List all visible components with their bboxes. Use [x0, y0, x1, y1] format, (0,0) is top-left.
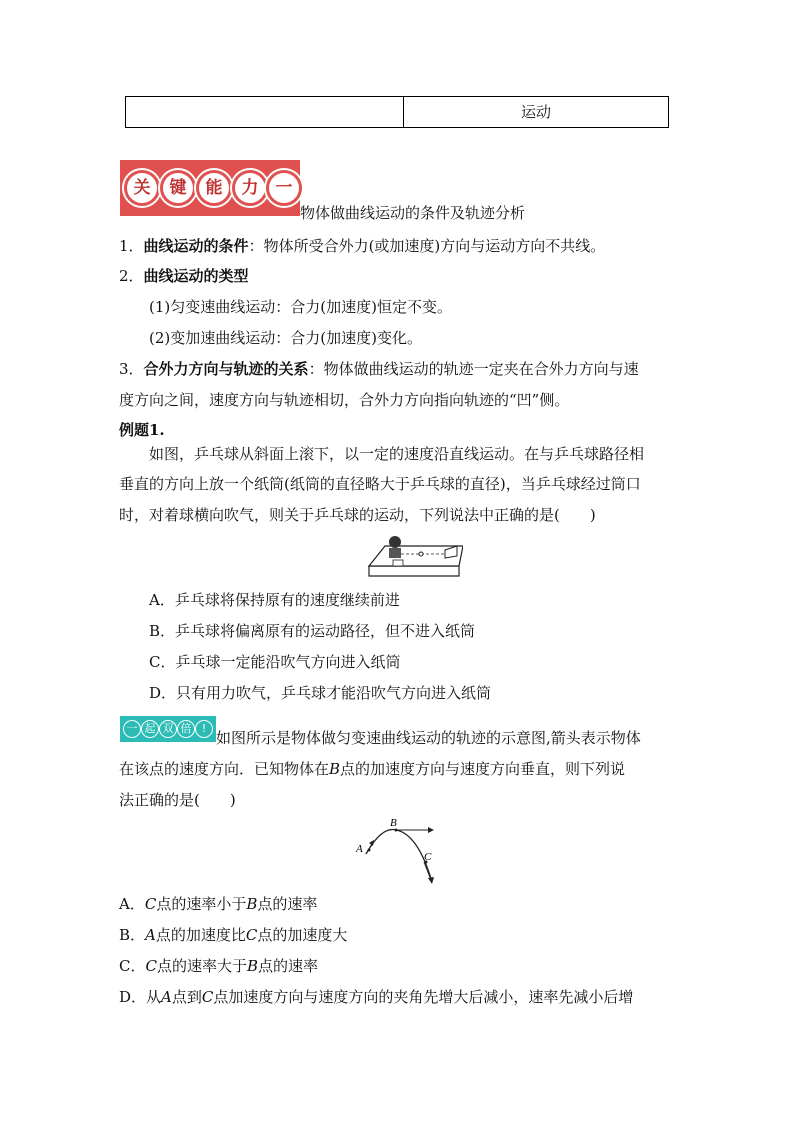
practice-stem-2b: B [329, 760, 341, 778]
badge-char: 倍 [177, 720, 195, 738]
table-cell-left [126, 97, 404, 128]
badge-char: 双 [159, 720, 177, 738]
example-1-stem-3: 时，对着球横向吹气，则关于乒乓球的运动，下列说法中正确的是( ) [119, 506, 596, 524]
practice-option-a: A．C点的速率小于B点的速率 [119, 895, 318, 913]
badge-char: 能 [196, 170, 232, 206]
practice-stem-1: 如图所示是物体做匀变速曲线运动的轨迹的示意图,箭头表示物体 [216, 729, 641, 747]
badge-char: 一 [266, 170, 302, 206]
badge-char: 起 [141, 720, 159, 738]
example-1-option-d: D．只有用力吹气，乒乓球才能沿吹气方向进入纸筒 [149, 684, 492, 702]
point-3-num: 3． [119, 360, 144, 378]
practice-stem-2 [119, 759, 625, 779]
practice-option-b: B．A点的加速度比C点的加速度大 [119, 926, 348, 944]
example-1-option-a: A．乒乓球将保持原有的速度继续前进 [149, 591, 400, 609]
example-1-option-c: C．乒乓球一定能沿吹气方向进入纸筒 [149, 653, 401, 671]
label-c: C [424, 851, 432, 863]
point-3-text: ：物体做曲线运动的轨迹一定夹在合外力方向与速 [308, 360, 639, 378]
trajectory-figure [352, 816, 442, 886]
point-2-heading: 曲线运动的类型 [143, 267, 249, 285]
point-3-text-2: 度方向之间，速度方向与轨迹相切，合外力方向指向轨迹的“凹”侧。 [119, 391, 570, 409]
table-cell-right: 运动 [404, 97, 669, 128]
practice-stem-2a: 在该点的速度方向．已知物体在 [119, 760, 330, 778]
point-1 [119, 236, 605, 256]
section-title: 物体做曲线运动的条件及轨迹分析 [300, 204, 526, 222]
practice-stem-3: 法正确的是( ) [119, 791, 236, 809]
point-2 [119, 266, 249, 286]
practice-option-d: D．从A点到C点加速度方向与速度方向的夹角先增大后减小，速率先减小后增 [119, 988, 634, 1006]
practice-stem-2c: 点的加速度方向与速度方向垂直，则下列说 [340, 760, 626, 778]
point-3-heading: 合外力方向与轨迹的关系 [143, 360, 309, 378]
example-1-stem-1: 如图，乒乓球从斜面上滚下，以一定的速度沿直线运动。在与乒乓球路径相 [149, 445, 645, 463]
section-badge [120, 160, 300, 216]
point-2-num: 2． [119, 267, 144, 285]
example-1-stem-2: 垂直的方向上放一个纸筒(纸筒的直径略大于乒乓球的直径)，当乒乓球经过筒口 [119, 475, 641, 493]
point-1-heading: 曲线运动的条件 [143, 237, 249, 255]
label-a: A [356, 843, 363, 855]
badge-char: 键 [160, 170, 196, 206]
badge-char: 关 [124, 170, 160, 206]
practice-badge [120, 716, 216, 742]
badge-char: 力 [232, 170, 268, 206]
point-2-sub-1: (1)匀变速曲线运动：合力(加速度)恒定不变。 [149, 298, 452, 316]
badge-char: ! [195, 720, 213, 738]
badge-char: 一 [123, 720, 141, 738]
point-2-sub-2: (2)变加速曲线运动：合力(加速度)变化。 [149, 329, 422, 347]
point-1-text: ：物体所受合外力(或加速度)方向与运动方向不共线。 [248, 237, 606, 255]
point-1-num: 1． [119, 237, 144, 255]
practice-option-c: C．C点的速率大于B点的速率 [119, 957, 319, 975]
example-1-label: 例题1. [119, 421, 165, 439]
example-1-option-b: B．乒乓球将偏离原有的运动路径，但不进入纸筒 [149, 622, 476, 640]
label-b: B [390, 817, 397, 829]
header-table [125, 96, 669, 128]
ping-pong-figure [365, 532, 463, 580]
point-3 [119, 359, 639, 379]
